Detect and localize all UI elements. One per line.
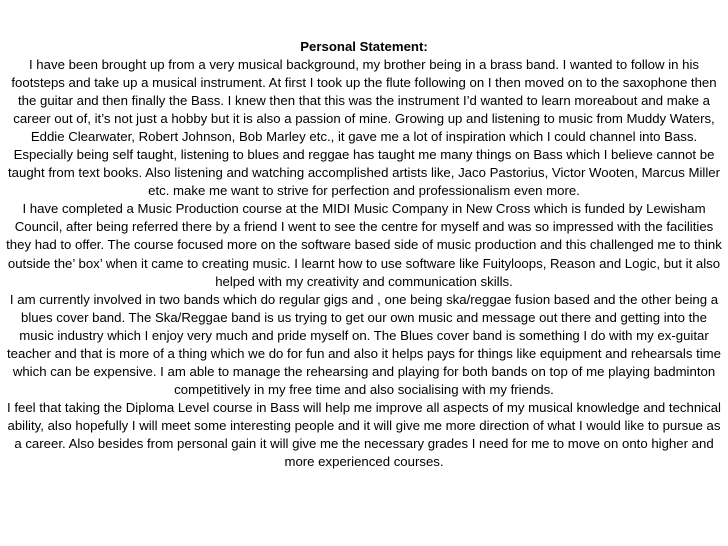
paragraph-bands: I am currently involved in two bands which do regular gigs and , one being ska/reggae fusion based and the other being a blues cover band. The Ska/Reggae band is us trying to get our own music and message out there and getting into the music industry which I enjoy very much and pride myself on. The Blues cover band is something I do with my ex-guitar teacher and that is more of a thing which we do for fun and also it helps pays for things like equipment and rehearsals time which can be expensive. I am able to manage the rehearsing and playing for both bands on top of me playing badminton competitively in my free time and also socialising with my friends. bbox=[7, 291, 721, 397]
paragraph-music-production: I have completed a Music Production course at the MIDI Music Company in New Cross which is funded by Lewisham Council, after being referred there by a friend I went to see the centre for myself and was so impressed with the facilities they had to offer. The course focused more on the software based side of music production and this challenged me to think outside the’ box’ when it came to creating music. I learnt how to use software like Fuityloops, Reason and Logic, but it also helped with my creativity and communication skills. bbox=[6, 201, 722, 289]
paragraph-diploma: I feel that taking the Diploma Level course in Bass will help me improve all aspects of my musical knowledge and technical ability, also hopefully I will meet some interesting people and it will give me more direction of what I would like to pursue as a career. Also besides from personal gain it will give me the necessary grades I need for me to move on onto higher and more experienced courses. bbox=[7, 399, 721, 469]
paragraph-background: I have been brought up from a very musical background, my brother being in a brass band. I wanted to follow in his footsteps and take up a musical instrument. At first I took up the flute following on I then moved on to the saxophone then the guitar and then finally the Bass. I knew then that this was the instrument I’d wanted to learn moreabout and make a career out of, it’s not just a hobby but it is also a passion of mine. Growing up and listening to music from Muddy Waters, Eddie Clearwater, Robert Johnson, Bob Marley etc., it gave me a lot of inspiration which I could channel into Bass. Especially being self taught, listening to blues and reggae has taught me many things on Bass which I believe cannot be taught from text books. Also listening and watching accomplished artists like, Jaco Pastorius, Victor Wooten, Marcus Miller etc. make me want to strive for perfection and professionalism even more. bbox=[8, 57, 720, 199]
document-title: Personal Statement: bbox=[300, 39, 428, 54]
